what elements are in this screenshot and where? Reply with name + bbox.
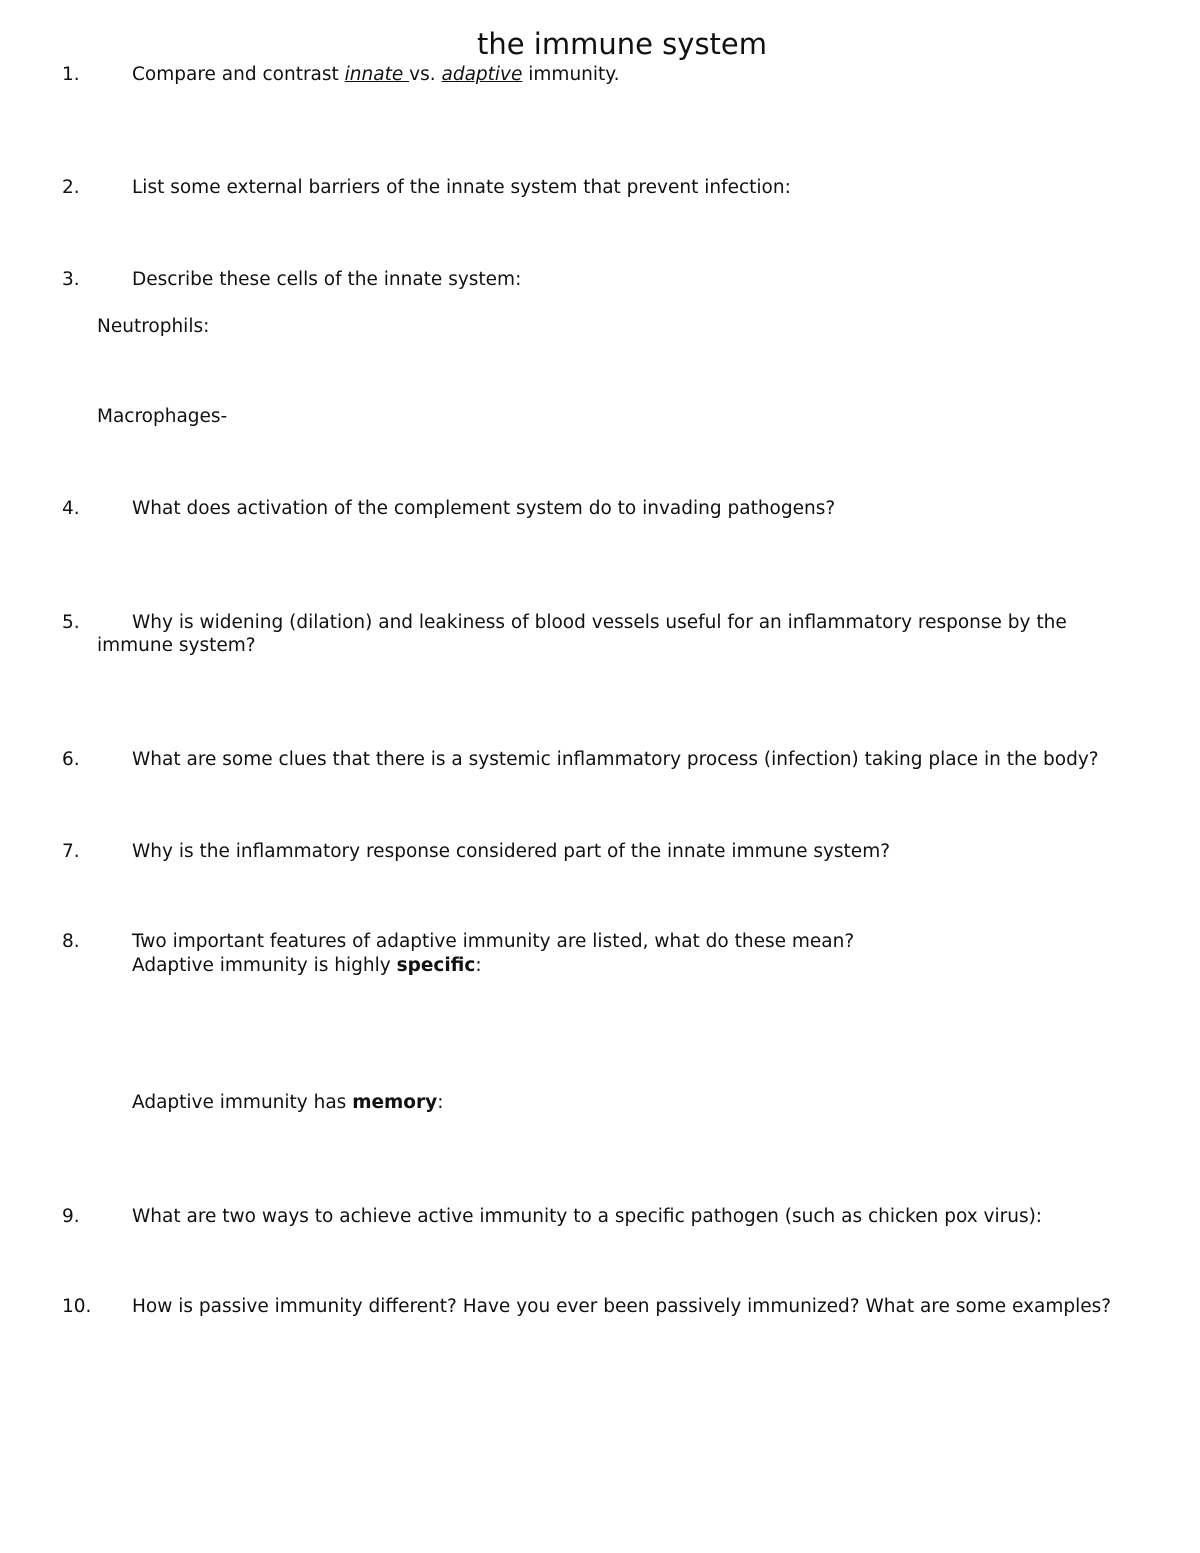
question-text: List some external barriers of the innate system that prevent infection:: [132, 177, 791, 198]
term-adaptive: adaptive: [441, 64, 523, 85]
question-number: 10.: [62, 1296, 92, 1317]
question-number: 7.: [62, 841, 80, 862]
term-specific: specific: [396, 955, 476, 976]
question-number: 4.: [62, 498, 80, 519]
feature-memory: Adaptive immunity has memory:: [132, 1092, 444, 1113]
question-text: How is passive immunity different? Have you ever been passively immunized? What are some examples?: [132, 1296, 1112, 1317]
question-number: 8.: [62, 931, 80, 952]
question-text: Two important features of adaptive immunity are listed, what do these mean?: [132, 931, 855, 952]
term-memory: memory: [352, 1092, 438, 1113]
question-text: What are some clues that there is a systemic inflammatory process (infection) taking place in the body?: [132, 749, 1099, 770]
subitem-macrophages: Macrophages-: [97, 406, 228, 427]
question-text: What are two ways to achieve active immunity to a specific pathogen (such as chicken pox virus):: [132, 1206, 1043, 1227]
feature-specific: Adaptive immunity is highly specific:: [132, 955, 482, 976]
question-number: 6.: [62, 749, 80, 770]
question-text: Why is widening (dilation) and leakiness of blood vessels useful for an inflammatory response by the: [132, 612, 1067, 633]
question-text: Compare and contrast innate vs. adaptive immunity.: [132, 64, 620, 85]
question-number: 1.: [62, 64, 80, 85]
page-title: the immune system: [476, 27, 768, 61]
question-number: 9.: [62, 1206, 80, 1227]
subitem-neutrophils: Neutrophils:: [97, 316, 210, 337]
term-innate: innate: [344, 64, 410, 85]
question-text: What does activation of the complement system do to invading pathogens?: [132, 498, 836, 519]
question-text: Describe these cells of the innate system:: [132, 269, 522, 290]
question-5-continuation: immune system?: [97, 635, 256, 656]
question-number: 2.: [62, 177, 80, 198]
question-text: Why is the inflammatory response considered part of the innate immune system?: [132, 841, 891, 862]
question-number: 3.: [62, 269, 80, 290]
question-number: 5.: [62, 612, 80, 633]
